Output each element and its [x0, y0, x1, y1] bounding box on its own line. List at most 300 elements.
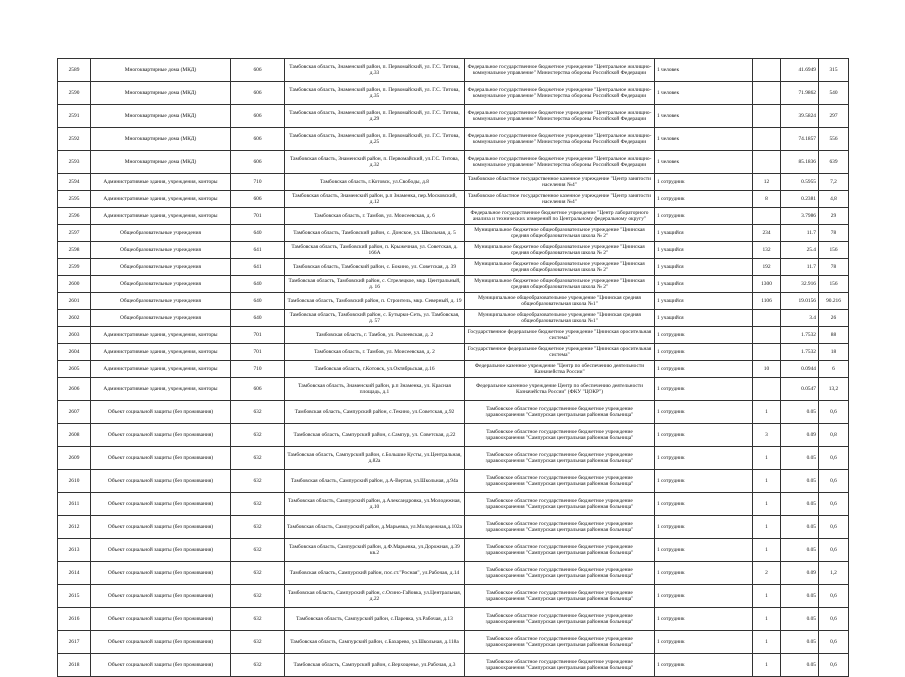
cell-organization: Тамбовское областное государственное казенное учреждение "Центр занятости населения №4"	[465, 174, 655, 191]
table-row	[58, 361, 849, 378]
cell-code: 641	[231, 259, 285, 276]
cell-count: 132	[753, 242, 781, 259]
cell-address: Тамбовская область, Тамбовский район, с. Бокино, ул. Советская, д. 39	[285, 259, 465, 276]
cell-object-type: Многоквартирные дома (МКД)	[91, 105, 231, 128]
cell-address: Тамбовская область, Сампурский район, с.Осино-Гайовка, ул.Центральная, д.22	[285, 585, 465, 608]
cell-organization: Федеральное государственное бюджетное учреждение "Центр лабораторного анализа и технических измерений по Центральному федеральному округу"	[465, 208, 655, 225]
cell-volume: 3.7986	[781, 208, 819, 225]
cell-code: 640	[231, 225, 285, 242]
cell-volume: 0.2381	[781, 191, 819, 208]
cell-unit: 1 человек	[655, 105, 753, 128]
cell-unit: 1 сотрудник	[655, 344, 753, 361]
cell-code: 632	[231, 562, 285, 585]
table-row	[58, 562, 849, 585]
cell-object-type: Административные здания, учреждения, конторы	[91, 344, 231, 361]
table-row	[58, 401, 849, 424]
cell-object-type: Объект социальной защиты (без проживания)	[91, 401, 231, 424]
cell-address: Тамбовская область, г. Тамбов, ул. Моисеевская, д. 6	[285, 208, 465, 225]
table-row	[58, 493, 849, 516]
cell-organization: Федеральное казенное учреждение "Центр по обеспечению деятельности Казначейства России"	[465, 361, 655, 378]
cell-object-type: Объект социальной защиты (без проживания)	[91, 654, 231, 677]
cell-count	[753, 151, 781, 174]
cell-object-type: Административные здания, учреждения, конторы	[91, 174, 231, 191]
cell-count: 8	[753, 191, 781, 208]
table-row	[58, 608, 849, 631]
cell-count: 234	[753, 225, 781, 242]
cell-object-type: Общеобразовательные учреждения	[91, 293, 231, 310]
cell-organization: Муниципальное общеобразовательное учреждение "Цнинская средняя общеобразовательная школа №1"	[465, 293, 655, 310]
table-row	[58, 378, 849, 401]
cell-unit: 1 сотрудник	[655, 424, 753, 447]
cell-object-type: Объект социальной защиты (без проживания)	[91, 608, 231, 631]
cell-norm: 0,6	[819, 539, 849, 562]
cell-code: 606	[231, 105, 285, 128]
cell-code: 632	[231, 585, 285, 608]
cell-unit: 1 сотрудник	[655, 516, 753, 539]
cell-norm: 315	[819, 59, 849, 82]
cell-volume: 74.1857	[781, 128, 819, 151]
cell-count: 192	[753, 259, 781, 276]
cell-unit: 1 сотрудник	[655, 631, 753, 654]
cell-organization: Тамбовское областное государственное казенное учреждение "Центр занятости населения №4"	[465, 191, 655, 208]
cell-count	[753, 59, 781, 82]
cell-number: 2595	[58, 191, 91, 208]
cell-unit: 1 учащийся	[655, 225, 753, 242]
cell-address: Тамбовская область, Знаменский район, п. Первомайский, ул. Г.С. Титова, д.33	[285, 59, 465, 82]
cell-count: 1	[753, 401, 781, 424]
cell-volume: 0.05	[781, 654, 819, 677]
table-row	[58, 151, 849, 174]
cell-organization: Тамбовское областное государственное бюджетное учреждение здравоохранения "Сампурская центральная районная больница"	[465, 447, 655, 470]
cell-number: 2614	[58, 562, 91, 585]
cell-organization: Тамбовское областное государственное бюджетное учреждение здравоохранения "Сампурская центральная районная больница"	[465, 424, 655, 447]
cell-norm: 7,2	[819, 174, 849, 191]
cell-volume: 0.05	[781, 470, 819, 493]
cell-code: 606	[231, 191, 285, 208]
cell-volume: 0.05	[781, 631, 819, 654]
registry-page	[57, 58, 849, 677]
table-row	[58, 344, 849, 361]
cell-number: 2605	[58, 361, 91, 378]
cell-number: 2609	[58, 447, 91, 470]
cell-object-type: Административные здания, учреждения, конторы	[91, 191, 231, 208]
cell-organization: Тамбовское областное государственное бюджетное учреждение здравоохранения "Сампурская центральная районная больница"	[465, 608, 655, 631]
table-row	[58, 276, 849, 293]
cell-address: Тамбовская область, Сампурский район, с.Большие Кусты, ул.Центральная, д.82а	[285, 447, 465, 470]
cell-unit: 1 учащийся	[655, 293, 753, 310]
cell-volume: 41.6949	[781, 59, 819, 82]
cell-address: Тамбовская область, г. Тамбов, ул. Рылеевская, д. 2	[285, 327, 465, 344]
table-row	[58, 293, 849, 310]
cell-number: 2592	[58, 128, 91, 151]
cell-unit: 1 сотрудник	[655, 401, 753, 424]
cell-count: 1	[753, 493, 781, 516]
cell-code: 701	[231, 344, 285, 361]
cell-address: Тамбовская область, Тамбовский район, п. Строитель, мкр. Северный, д. 19	[285, 293, 465, 310]
cell-code: 632	[231, 654, 285, 677]
cell-count: 3	[753, 424, 781, 447]
cell-address: Тамбовская область, Знаменский район, п. Первомайский, ул. Г.С. Титова, д.25	[285, 128, 465, 151]
cell-code: 640	[231, 310, 285, 327]
cell-organization: Муниципальное бюджетное общеобразовательное учреждение "Цнинская средняя общеобразовательная школа № 2"	[465, 225, 655, 242]
cell-volume: 11.7	[781, 259, 819, 276]
cell-organization: Федеральное государственное бюджетное учреждение "Центральное жилищно-коммунальное управление" Министерства обороны Российской Федерации	[465, 82, 655, 105]
cell-norm: 13,2	[819, 378, 849, 401]
table-row	[58, 82, 849, 105]
cell-count	[753, 82, 781, 105]
table-row	[58, 631, 849, 654]
cell-volume: 0.05	[781, 516, 819, 539]
cell-code: 640	[231, 293, 285, 310]
cell-count: 2	[753, 562, 781, 585]
cell-number: 2613	[58, 539, 91, 562]
cell-organization: Тамбовское областное государственное бюджетное учреждение здравоохранения "Сампурская центральная районная больница"	[465, 493, 655, 516]
cell-number: 2600	[58, 276, 91, 293]
cell-volume: 19.0156	[781, 293, 819, 310]
cell-object-type: Административные здания, учреждения, конторы	[91, 208, 231, 225]
cell-organization: Муниципальное бюджетное общеобразовательное учреждение "Цнинская средняя общеобразовательная школа № 2"	[465, 276, 655, 293]
table-row	[58, 470, 849, 493]
cell-number: 2607	[58, 401, 91, 424]
cell-object-type: Общеобразовательные учреждения	[91, 310, 231, 327]
cell-object-type: Административные здания, учреждения, конторы	[91, 327, 231, 344]
cell-volume: 3.4	[781, 310, 819, 327]
cell-code: 641	[231, 242, 285, 259]
registry-table	[57, 58, 849, 677]
table-row	[58, 539, 849, 562]
cell-code: 632	[231, 424, 285, 447]
cell-norm: 297	[819, 105, 849, 128]
cell-unit: 1 учащийся	[655, 276, 753, 293]
cell-count: 12	[753, 174, 781, 191]
cell-volume: 32.916	[781, 276, 819, 293]
cell-number: 2598	[58, 242, 91, 259]
cell-volume: 0.09	[781, 562, 819, 585]
cell-norm: 0,8	[819, 424, 849, 447]
cell-volume: 25.4	[781, 242, 819, 259]
cell-address: Тамбовская область, Сампурский район, пос.ст."Росная", ул.Рабочая, д.14	[285, 562, 465, 585]
cell-volume: 39.5824	[781, 105, 819, 128]
table-row	[58, 516, 849, 539]
cell-volume: 0.09	[781, 424, 819, 447]
table-row	[58, 327, 849, 344]
cell-unit: 1 сотрудник	[655, 447, 753, 470]
cell-code: 632	[231, 539, 285, 562]
cell-volume: 85.1836	[781, 151, 819, 174]
cell-unit: 1 человек	[655, 128, 753, 151]
cell-volume: 0.0944	[781, 361, 819, 378]
table-row	[58, 208, 849, 225]
cell-norm: 78	[819, 225, 849, 242]
cell-volume: 1.7532	[781, 327, 819, 344]
cell-count	[753, 327, 781, 344]
cell-unit: 1 человек	[655, 151, 753, 174]
cell-address: Тамбовская область, Сампурский район, д.Марьевка, ул.Молодежная,д.102а	[285, 516, 465, 539]
cell-count: 10	[753, 361, 781, 378]
cell-code: 606	[231, 378, 285, 401]
cell-number: 2610	[58, 470, 91, 493]
cell-unit: 1 учащийся	[655, 259, 753, 276]
cell-code: 632	[231, 493, 285, 516]
cell-number: 2608	[58, 424, 91, 447]
cell-unit: 1 сотрудник	[655, 585, 753, 608]
cell-code: 606	[231, 82, 285, 105]
cell-address: Тамбовская область, Сампурский район, д.Ф.Марьевка, ул.Дорожная, д.39 кв.2	[285, 539, 465, 562]
cell-address: Тамбовская область, Знаменский район, р.п Знаменка, ул. Красная площадь, д.1	[285, 378, 465, 401]
cell-number: 2611	[58, 493, 91, 516]
cell-code: 701	[231, 208, 285, 225]
cell-code: 632	[231, 631, 285, 654]
cell-count	[753, 105, 781, 128]
cell-number: 2589	[58, 59, 91, 82]
cell-count: 1	[753, 585, 781, 608]
cell-code: 606	[231, 59, 285, 82]
cell-count: 1	[753, 654, 781, 677]
cell-count	[753, 208, 781, 225]
table-row	[58, 447, 849, 470]
cell-number: 2599	[58, 259, 91, 276]
cell-count: 1	[753, 516, 781, 539]
cell-code: 640	[231, 276, 285, 293]
cell-count: 1	[753, 631, 781, 654]
cell-norm: 90.216	[819, 293, 849, 310]
cell-count: 1	[753, 608, 781, 631]
cell-address: Тамбовская область, Знаменский район, р.п Знаменка, пер.Московский, д.12	[285, 191, 465, 208]
cell-organization: Государственное федеральное бюджетное учреждение "Цнинская оросительная система"	[465, 327, 655, 344]
cell-unit: 1 сотрудник	[655, 174, 753, 191]
cell-object-type: Административные здания, учреждения, конторы	[91, 378, 231, 401]
cell-code: 632	[231, 608, 285, 631]
cell-norm: 0,6	[819, 493, 849, 516]
cell-volume: 0.5955	[781, 174, 819, 191]
cell-object-type: Административные здания, учреждения, конторы	[91, 361, 231, 378]
cell-unit: 1 сотрудник	[655, 327, 753, 344]
cell-volume: 0.05	[781, 585, 819, 608]
cell-code: 710	[231, 361, 285, 378]
cell-address: Тамбовская область, Тамбовский район, с. Стрелецкое, мкр. Центральный, д. 16	[285, 276, 465, 293]
cell-number: 2594	[58, 174, 91, 191]
cell-object-type: Объект социальной защиты (без проживания)	[91, 493, 231, 516]
cell-object-type: Объект социальной защиты (без проживания)	[91, 562, 231, 585]
cell-norm: 0,6	[819, 516, 849, 539]
cell-number: 2617	[58, 631, 91, 654]
cell-organization: Федеральное государственное бюджетное учреждение "Центральное жилищно-коммунальное управление" Министерства обороны Российской Федерации	[465, 151, 655, 174]
cell-organization: Федеральное казенное учреждение Центр по обеспечению деятельности Казначейства России" (ФКУ "ЦОКР")	[465, 378, 655, 401]
cell-norm: 29	[819, 208, 849, 225]
cell-norm: 4,8	[819, 191, 849, 208]
cell-unit: 1 сотрудник	[655, 208, 753, 225]
table-row	[58, 128, 849, 151]
table-row	[58, 654, 849, 677]
cell-number: 2615	[58, 585, 91, 608]
cell-number: 2597	[58, 225, 91, 242]
cell-address: Тамбовская область, г. Тамбов, ул. Моисеевская, д. 2	[285, 344, 465, 361]
cell-unit: 1 сотрудник	[655, 378, 753, 401]
cell-number: 2590	[58, 82, 91, 105]
cell-volume: 0.05	[781, 447, 819, 470]
cell-unit: 1 сотрудник	[655, 539, 753, 562]
cell-norm: 0,6	[819, 654, 849, 677]
table-row	[58, 59, 849, 82]
cell-count	[753, 344, 781, 361]
table-row	[58, 174, 849, 191]
cell-norm: 540	[819, 82, 849, 105]
table-row	[58, 191, 849, 208]
cell-norm: 1,2	[819, 562, 849, 585]
cell-object-type: Многоквартирные дома (МКД)	[91, 151, 231, 174]
cell-organization: Государственное федеральное бюджетное учреждение "Цнинская оросительная система"	[465, 344, 655, 361]
cell-address: Тамбовская область, Знаменский район, п. Первомайский, ул. Г.С. Титова, д.35	[285, 82, 465, 105]
cell-norm: 0,6	[819, 470, 849, 493]
cell-address: Тамбовская область, Сампурский район, с.Верхоценье, ул.Рабочая, д.3	[285, 654, 465, 677]
cell-norm: 26	[819, 310, 849, 327]
cell-code: 632	[231, 516, 285, 539]
cell-organization: Федеральное государственное бюджетное учреждение "Центральное жилищно-коммунальное управление" Министерства обороны Российской Федерации	[465, 59, 655, 82]
cell-address: Тамбовская область, Сампурский район, с.Сампур, ул. Советская, д.22	[285, 424, 465, 447]
cell-norm: 156	[819, 276, 849, 293]
cell-organization: Тамбовское областное государственное бюджетное учреждение здравоохранения "Сампурская центральная районная больница"	[465, 470, 655, 493]
cell-volume: 1.7532	[781, 344, 819, 361]
cell-code: 701	[231, 327, 285, 344]
cell-address: Тамбовская область, Тамбовский район, с. Донское, ул. Школьная, д. 5	[285, 225, 465, 242]
cell-norm: 18	[819, 344, 849, 361]
cell-unit: 1 сотрудник	[655, 493, 753, 516]
cell-volume: 11.7	[781, 225, 819, 242]
cell-volume: 0.05	[781, 608, 819, 631]
table-row	[58, 585, 849, 608]
table-row	[58, 310, 849, 327]
cell-address: Тамбовская область, Знаменский район, п. Первомайский, ул.Г.С. Титова, д.32	[285, 151, 465, 174]
cell-code: 606	[231, 128, 285, 151]
cell-organization: Тамбовское областное государственное бюджетное учреждение здравоохранения "Сампурская центральная районная больница"	[465, 516, 655, 539]
cell-number: 2604	[58, 344, 91, 361]
cell-address: Тамбовская область, г.Котовск, ул.Октябрьская, д.16	[285, 361, 465, 378]
cell-count: 1300	[753, 276, 781, 293]
cell-unit: 1 сотрудник	[655, 361, 753, 378]
cell-unit: 1 сотрудник	[655, 470, 753, 493]
cell-count	[753, 310, 781, 327]
cell-organization: Тамбовское областное государственное бюджетное учреждение здравоохранения "Сампурская центральная районная больница"	[465, 539, 655, 562]
cell-norm: 0,6	[819, 585, 849, 608]
cell-volume: 0.05	[781, 539, 819, 562]
cell-unit: 1 человек	[655, 82, 753, 105]
table-body	[58, 59, 849, 677]
cell-organization: Муниципальное бюджетное общеобразовательное учреждение "Цнинская средняя общеобразовательная школа № 2"	[465, 259, 655, 276]
cell-unit: 1 сотрудник	[655, 608, 753, 631]
cell-norm: 88	[819, 327, 849, 344]
cell-organization: Тамбовское областное государственное бюджетное учреждение здравоохранения "Сампурская центральная районная больница"	[465, 585, 655, 608]
cell-code: 606	[231, 151, 285, 174]
cell-number: 2602	[58, 310, 91, 327]
cell-object-type: Объект социальной защиты (без проживания)	[91, 516, 231, 539]
cell-norm: 556	[819, 128, 849, 151]
cell-address: Тамбовская область, Сампурский район, с.Текино, ул.Советская, д.92	[285, 401, 465, 424]
cell-count: 1106	[753, 293, 781, 310]
cell-norm: 156	[819, 242, 849, 259]
cell-norm: 78	[819, 259, 849, 276]
cell-number: 2606	[58, 378, 91, 401]
cell-organization: Федеральное государственное бюджетное учреждение "Центральное жилищно-коммунальное управление" Министерства обороны Российской Федерации	[465, 128, 655, 151]
cell-volume: 0.0547	[781, 378, 819, 401]
cell-object-type: Общеобразовательные учреждения	[91, 276, 231, 293]
cell-object-type: Объект социальной защиты (без проживания)	[91, 424, 231, 447]
cell-norm: 0,6	[819, 447, 849, 470]
cell-organization: Федеральное государственное бюджетное учреждение "Центральное жилищно-коммунальное управление" Министерства обороны Российской Федерации	[465, 105, 655, 128]
cell-norm: 0,6	[819, 631, 849, 654]
cell-unit: 1 сотрудник	[655, 562, 753, 585]
cell-organization: Муниципальное бюджетное общеобразовательное учреждение "Цнинская средняя общеобразовательная школа № 2"	[465, 242, 655, 259]
cell-norm: 0,6	[819, 608, 849, 631]
table-row	[58, 259, 849, 276]
cell-number: 2593	[58, 151, 91, 174]
cell-organization: Муниципальное общеобразовательное учреждение "Цнинская средняя общеобразовательная школа №1"	[465, 310, 655, 327]
cell-address: Тамбовская область, Тамбовский район, п. Крыжечная, ул. Советская, д. 166А	[285, 242, 465, 259]
cell-organization: Тамбовское областное государственное бюджетное учреждение здравоохранения "Сампурская центральная районная больница"	[465, 631, 655, 654]
cell-address: Тамбовская область, Знаменский район, п. Первомайский, ул. Г.С. Титова, д.29	[285, 105, 465, 128]
cell-code: 710	[231, 174, 285, 191]
cell-volume: 0.05	[781, 401, 819, 424]
cell-unit: 1 учащийся	[655, 310, 753, 327]
cell-object-type: Общеобразовательные учреждения	[91, 242, 231, 259]
cell-volume: 71.9862	[781, 82, 819, 105]
cell-count: 1	[753, 470, 781, 493]
cell-code: 632	[231, 470, 285, 493]
cell-number: 2612	[58, 516, 91, 539]
cell-count	[753, 128, 781, 151]
cell-object-type: Объект социальной защиты (без проживания)	[91, 631, 231, 654]
cell-address: Тамбовская область, г.Котовск, ул.Свободы, д.8	[285, 174, 465, 191]
cell-code: 632	[231, 401, 285, 424]
cell-unit: 1 человек	[655, 59, 753, 82]
table-row	[58, 242, 849, 259]
cell-object-type: Многоквартирные дома (МКД)	[91, 59, 231, 82]
cell-count: 1	[753, 539, 781, 562]
cell-code: 632	[231, 447, 285, 470]
cell-number: 2603	[58, 327, 91, 344]
cell-address: Тамбовская область, Сампурский район, д.Александровка, ул.Молодежная, д.10	[285, 493, 465, 516]
cell-object-type: Объект социальной защиты (без проживания)	[91, 470, 231, 493]
cell-address: Тамбовская область, Сампурский район, с.Паревка, ул.Рабочая, д.13	[285, 608, 465, 631]
table-row	[58, 225, 849, 242]
cell-number: 2591	[58, 105, 91, 128]
cell-count: 1	[753, 447, 781, 470]
cell-count	[753, 378, 781, 401]
cell-object-type: Объект социальной защиты (без проживания)	[91, 539, 231, 562]
table-row	[58, 424, 849, 447]
cell-object-type: Общеобразовательные учреждения	[91, 225, 231, 242]
cell-number: 2618	[58, 654, 91, 677]
cell-unit: 1 учащийся	[655, 242, 753, 259]
cell-address: Тамбовская область, Сампурский район, д.А-Вертая, ул.Школьная, д.94а	[285, 470, 465, 493]
cell-organization: Тамбовское областное государственное бюджетное учреждение здравоохранения "Сампурская центральная районная больница"	[465, 401, 655, 424]
cell-norm: 639	[819, 151, 849, 174]
cell-object-type: Объект социальной защиты (без проживания)	[91, 447, 231, 470]
cell-unit: 1 сотрудник	[655, 654, 753, 677]
cell-number: 2616	[58, 608, 91, 631]
cell-address: Тамбовская область, Тамбовский район, с. Бутырки-Сеть, ул. Тамбовская, д. 57	[285, 310, 465, 327]
cell-object-type: Объект социальной защиты (без проживания)	[91, 585, 231, 608]
table-row	[58, 105, 849, 128]
cell-object-type: Многоквартирные дома (МКД)	[91, 82, 231, 105]
cell-organization: Тамбовское областное государственное бюджетное учреждение здравоохранения "Сампурская центральная районная больница"	[465, 562, 655, 585]
cell-object-type: Общеобразовательные учреждения	[91, 259, 231, 276]
cell-norm: 6	[819, 361, 849, 378]
cell-number: 2601	[58, 293, 91, 310]
cell-unit: 1 сотрудник	[655, 191, 753, 208]
cell-object-type: Многоквартирные дома (МКД)	[91, 128, 231, 151]
cell-norm: 0,6	[819, 401, 849, 424]
cell-volume: 0.05	[781, 493, 819, 516]
